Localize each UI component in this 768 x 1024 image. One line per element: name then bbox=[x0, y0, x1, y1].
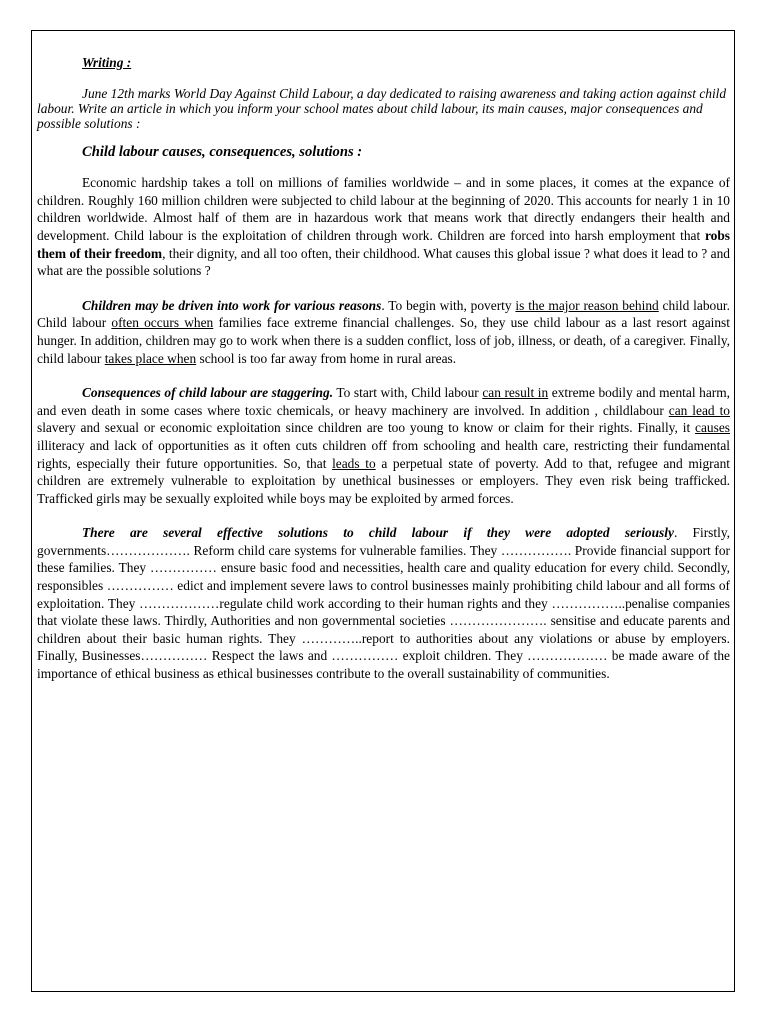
intro-paragraph bbox=[37, 174, 730, 280]
causes-text-1: . To begin with, poverty bbox=[381, 297, 516, 313]
writing-heading: Writing : bbox=[82, 55, 132, 70]
consequences-text-2: extreme bodily and mental harm, and even death in some cases where toxic chemicals, or heavy machinery are involved. In addition , childlabour bbox=[37, 385, 730, 418]
consequences-underlined-4: leads to bbox=[332, 455, 376, 471]
causes-text-4: school is too far away from home in rural areas. bbox=[196, 350, 457, 366]
consequences-underlined-2: can lead to bbox=[668, 402, 730, 418]
solutions-paragraph bbox=[37, 524, 730, 682]
consequences-text-3: slavery and sexual or economic exploitation since children are too young to know or claim for their rights. Finally, it bbox=[37, 420, 696, 436]
causes-text-2: child labour. Child labour bbox=[37, 297, 730, 331]
document-body bbox=[37, 54, 730, 700]
solutions-text: . Firstly, governments………………. Reform child care systems for vulnerable families. They ……………. Provide financial support for these families. They …………… ensure basic food and necessities, health care and quality education for every child. Secondly, responsibles …………… edict and implement severe laws to control businesses mainly prohibiting child labour and all forms of exploitation. They ………………regulate child work according to their human rights and they ……………..penalise companies that violate these laws. Thirdly, Authorities and non governmental societies …………………. sensitise and educate parents and children about their basic human rights. They …………..report to authorities about any violations or abuse by employers. Finally, Businesses…………… Respect the laws and …………… exploit children. They ……………… be made aware of the importance of ethical business as ethical businesses contribute to the overall sustainability of communities. bbox=[37, 525, 730, 682]
consequences-text-5: a perpetual state of poverty. Add to that, refugee and migrant children are extremely vulnerable to exploitation by unethical businesses or employers. They even risk being trafficked. Trafficked girls may be sexually exploited while boys may be exploited by armed forces. bbox=[37, 455, 731, 506]
causes-underlined-2: often occurs when bbox=[111, 315, 214, 331]
solutions-topic-sentence: There are several effective solutions to child labour if they were adopted seriously bbox=[82, 525, 674, 541]
causes-topic-sentence: Children may be driven into work for various reasons bbox=[82, 297, 382, 313]
task-prompt: June 12th marks World Day Against Child Labour, a day dedicated to raising awareness and taking action against child labour. Write an article in which you inform your school mates about child labour, its main causes, major consequences and possible solutions : bbox=[37, 85, 727, 131]
intro-text-1: Economic hardship takes a toll on millions of families worldwide – and in some places, it comes at the expance of children. Roughly 160 million children were subjected to child labour at the beginning of 2020. This accounts for nearly 1 in 10 children worldwide. Almost half of them are in hazardous work that means work that directly endangers their health and development. Child labour is the exploitation of children through work. Children are forced into harsh employment that bbox=[37, 175, 730, 243]
intro-text-2: , their dignity, and all too often, their childhood. What causes this global issue ? what does it lead to ? and what are the possible solutions ? bbox=[37, 245, 730, 279]
causes-text-3: families face extreme financial challenges. So, they use child labour as a last resort against hunger. In addition, children may go to work when there is a sudden conflict, loss of job, illness, or death, of a caregiver. Finally, child labour bbox=[37, 315, 730, 366]
causes-underlined-3: takes place when bbox=[104, 350, 197, 366]
consequences-text-1: To start with, Child labour bbox=[333, 385, 483, 401]
consequences-text-4: illiteracy and lack of opportunities as it often cuts children off from schooling and health care, restricting their fundamental rights, especially their future opportunities. So, that bbox=[37, 437, 730, 471]
consequences-underlined-1: can result in bbox=[482, 385, 549, 401]
consequences-paragraph bbox=[37, 384, 730, 507]
article-title: Child labour causes, consequences, solutions : bbox=[82, 143, 363, 160]
causes-underlined-1: is the major reason behind bbox=[515, 297, 659, 313]
intro-bold-phrase: robs them of their freedom bbox=[37, 227, 730, 261]
consequences-underlined-3: causes bbox=[695, 420, 730, 436]
causes-paragraph bbox=[37, 297, 730, 367]
consequences-topic-sentence: Consequences of child labour are staggering. bbox=[82, 385, 334, 401]
